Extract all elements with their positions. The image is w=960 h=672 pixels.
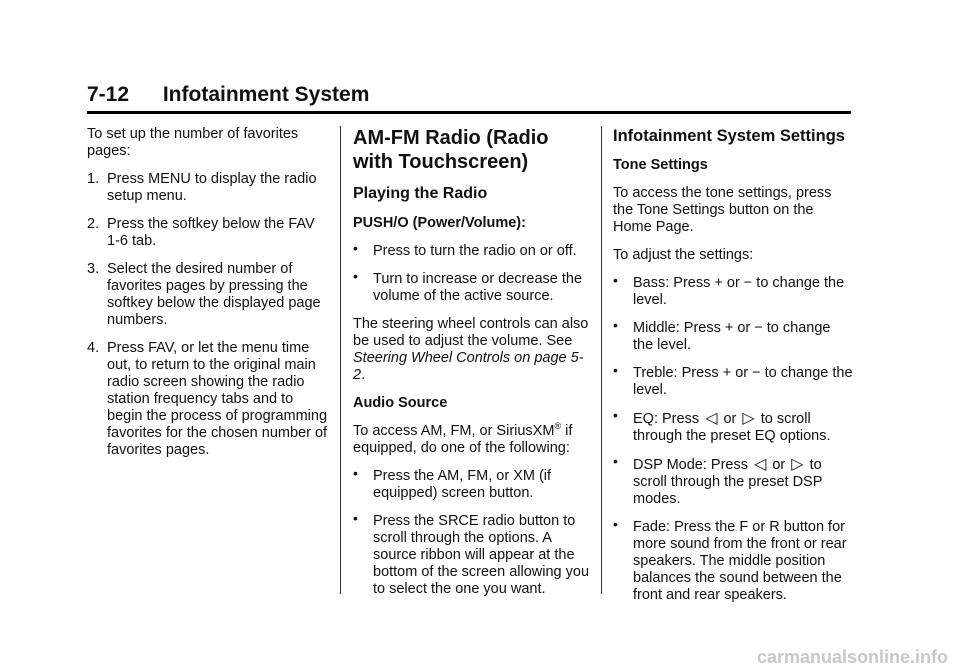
list-item: • DSP Mode: Press ◁ or ▷ to scroll through the preset DSP modes. <box>613 453 823 507</box>
bullet-icon: • <box>613 516 618 532</box>
subsection-heading: Playing the Radio <box>353 185 488 202</box>
right-arrow-icon: ▷ <box>742 410 755 427</box>
step-item: 4. Press FAV, or let the menu time out, to return to the original main radio screen showing the radio station frequency tabs and to begin the process of programming favorites for the chosen number of favorites pages. <box>87 340 328 458</box>
adjust-intro: To adjust the settings: <box>613 247 754 263</box>
step-item: 3. Select the desired number of favorites pages by pressing the softkey below the displayed page numbers. <box>87 261 321 328</box>
bullet-icon: • <box>353 510 358 526</box>
list-item: • Middle: Press + or − to change the level. <box>613 317 831 353</box>
page-number: 7-12 <box>87 83 130 106</box>
audio-source-heading: Audio Source <box>353 395 448 411</box>
list-item: • Treble: Press + or − to change the level. <box>613 362 853 398</box>
tone-access-text: To access the tone settings, press the Tone Settings button on the Home Page. <box>613 185 832 235</box>
list-item: • Turn to increase or decrease the volume of the active source. <box>353 268 583 304</box>
list-item: • Press the SRCE radio button to scroll through the options. A source ribbon will appear at the bottom of the screen allowing you to select the one you want. <box>353 510 590 597</box>
right-arrow-icon: ▷ <box>791 456 804 473</box>
bullet-icon: • <box>613 407 618 423</box>
tone-settings-heading: Tone Settings <box>613 157 708 173</box>
bullet-icon: • <box>353 268 358 284</box>
steering-wheel-note: The steering wheel controls can also be used to adjust the volume. See Steering Wheel Controls on page 5-2. <box>353 316 589 383</box>
column-divider <box>601 126 602 594</box>
step-item: 1. Press MENU to display the radio setup menu. <box>87 171 317 204</box>
bullet-icon: • <box>613 317 618 333</box>
bullet-icon: • <box>613 362 618 378</box>
list-item: • Press to turn the radio on or off. <box>353 240 577 259</box>
favorites-intro: To set up the number of favorites pages: <box>87 126 299 159</box>
watermark: carmanualsonline.info <box>756 647 948 667</box>
bullet-icon: • <box>613 453 618 469</box>
section-heading: AM-FM Radio (Radio with Touchscreen) <box>353 127 549 173</box>
bullet-icon: • <box>613 272 618 288</box>
column-favorites <box>87 126 329 470</box>
section-heading: Infotainment System Settings <box>613 127 845 145</box>
list-item: • Press the AM, FM, or XM (if equipped) screen button. <box>353 465 552 501</box>
section-title: Infotainment System <box>162 83 370 106</box>
cross-reference: Steering Wheel Controls on page 5-2 <box>353 350 584 383</box>
list-item: • Fade: Press the F or R button for more sound from the front or rear speakers. The middle position balances the sound between the front and rear speakers. <box>613 516 847 603</box>
list-item: • EQ: Press ◁ or ▷ to scroll through the preset EQ options. <box>613 407 831 444</box>
column-infotainment-settings <box>613 126 853 615</box>
left-arrow-icon: ◁ <box>705 410 718 427</box>
list-item: • Bass: Press + or − to change the level. <box>613 272 845 308</box>
left-arrow-icon: ◁ <box>754 456 767 473</box>
audio-source-intro: To access AM, FM, or SiriusXM® if equipped, do one of the following: <box>353 421 573 456</box>
push-power-volume-label: PUSH/O (Power/Volume): <box>353 215 526 231</box>
bullet-icon: • <box>353 240 358 256</box>
column-am-fm-radio <box>353 126 593 609</box>
column-divider <box>340 126 341 594</box>
step-item: 2. Press the softkey below the FAV 1-6 tab. <box>87 216 315 249</box>
bullet-icon: • <box>353 465 358 481</box>
power-icon: O <box>397 215 409 231</box>
page-header <box>87 83 851 114</box>
